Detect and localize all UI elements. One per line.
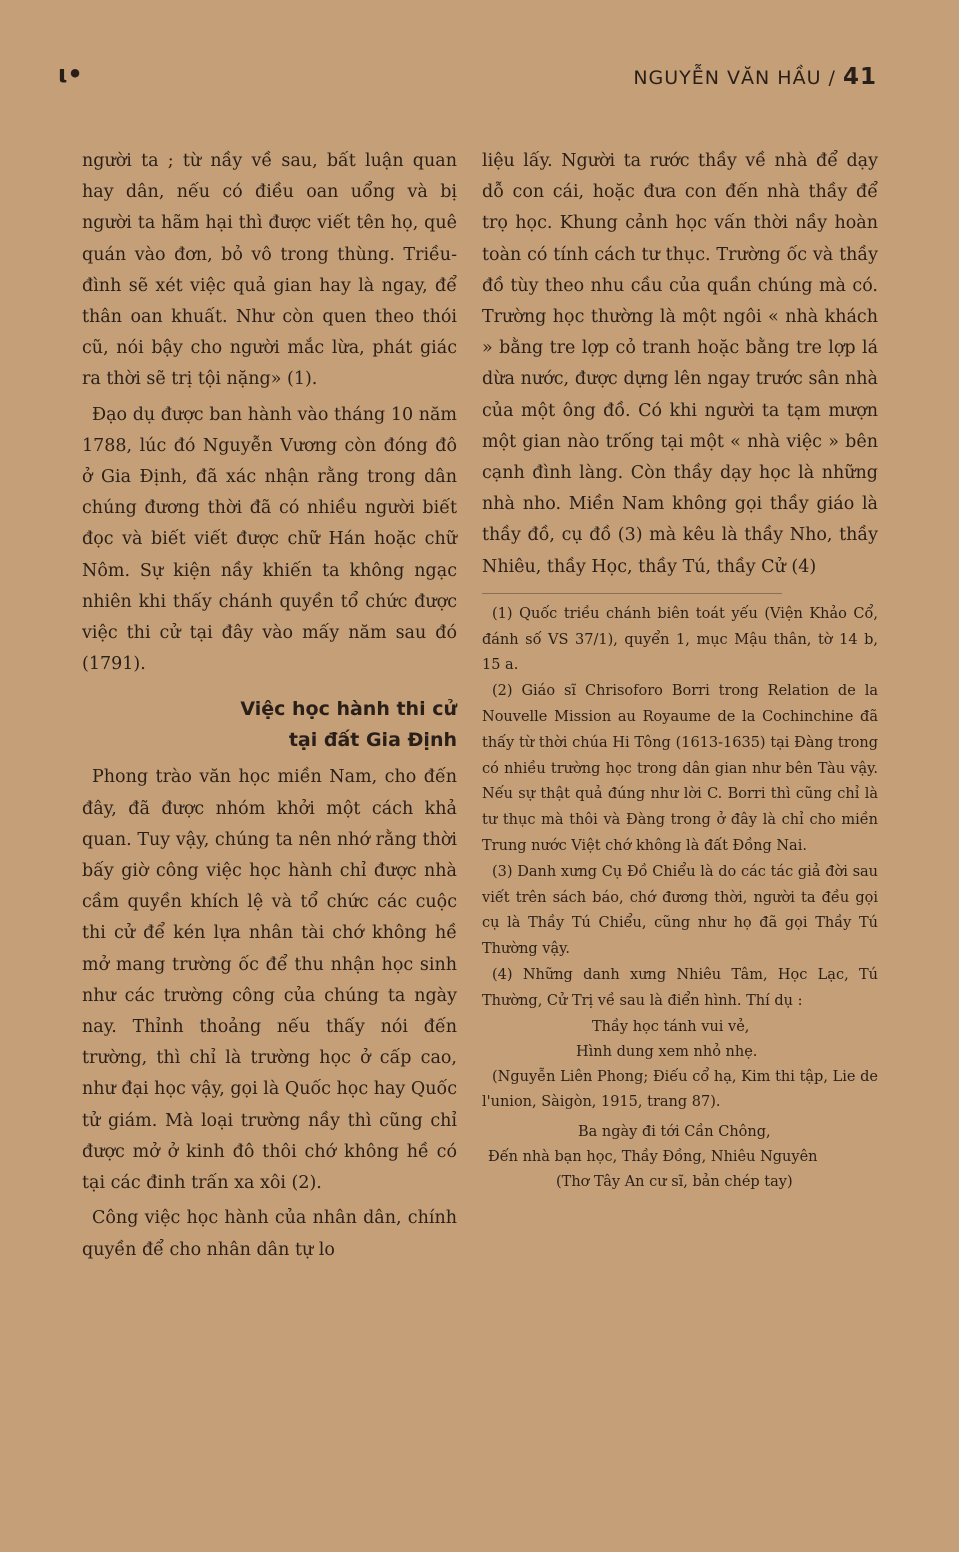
poem-line: Ba ngày đi tới Cần Chông,	[578, 1124, 771, 1141]
poem-quote	[482, 1120, 878, 1195]
running-header	[633, 64, 877, 90]
poem-source: (Thơ Tây An cư sĩ, bản chép tay)	[556, 1174, 793, 1191]
section-heading	[82, 694, 457, 756]
section-heading-line: tại đất Gia Định	[288, 729, 457, 752]
paragraph: Đạo dụ được ban hành vào tháng 10 năm 1788, lúc đó Nguyễn Vương còn đóng đô ở Gia Định, đã xác nhận rằng trong dân chúng đương thời đã có nhiều người biết đọc và biết viết được chữ Hán hoặc chữ Nôm. Sự kiện nầy khiến ta không ngạc nhiên khi thấy chánh quyền tổ chức được việc thi cử tại đây vào mấy năm sau đó (1791).	[82, 404, 457, 675]
paragraph: Phong trào văn học miền Nam, cho đến đây, đã được nhóm khởi một cách khả quan. Tuy vậy, chúng ta nên nhớ rằng thời bấy giờ công việc học hành chỉ được nhà cầm quyền khích lệ và tổ chức các cuộc thi cử để kén lựa nhân tài chớ không hề mở mang trường ốc để thu nhận học sinh như các trường công của chúng ta ngày nay. Thỉnh thoảng nếu thấy nói đến trường, thì chỉ là trường học ở cấp cao, như đại học vậy, gọi là Quốc học hay Quốc tử giám. Mà loại trường nầy thì cũng chỉ được mở ở kinh đô thôi chớ không hề có tại các đinh trấn xa xôi (2).	[82, 767, 457, 1194]
footnote: (4) Những danh xưng Nhiêu Tâm, Học Lạc, Tú Thường, Cử Trị về sau là điển hình. Thí dụ :	[482, 967, 878, 1009]
paragraph: người ta ; từ nầy về sau, bất luận quan hay dân, nếu có điều oan uổng và bị người ta hãm hại thì được viết tên họ, quê quán vào đơn, bỏ vô trong thùng. Triều-đình sẽ xét việc quả gian hay là ngay, để thân oan khuất. Như còn quen theo thói cũ, nói bậy cho người mắc lừa, phát giác ra thời sẽ trị tội nặng» (1).	[82, 151, 457, 390]
poem-line: Thầy học tánh vui vẻ,	[592, 1018, 750, 1035]
poem-line: Đến nhà bạn học, Thầy Đồng, Nhiêu Nguyên	[488, 1149, 818, 1166]
corner-mark: ι•	[58, 60, 83, 88]
section-heading-line: Việc học hành thi cử	[240, 698, 457, 721]
left-column	[82, 146, 457, 1266]
footnote: (1) Quốc triều chánh biên toát yếu (Viện Khảo Cổ, đánh số VS 37/1), quyển 1, mục Mậu thân, tờ 14 b, 15 a.	[482, 605, 878, 674]
page-number: 41	[842, 64, 877, 90]
running-title: NGUYỄN VĂN HẦU /	[633, 67, 836, 89]
footnote: (3) Danh xưng Cụ Đồ Chiểu là do các tác giả đời sau viết trên sách báo, chớ đương thời, người ta đều gọi cụ là Thầy Tú Chiểu, cũng như họ đã gọi Thầy Tú Thường vậy.	[482, 863, 878, 958]
paragraph: Công việc học hành của nhân dân, chính quyền để cho nhân dân tự lo	[82, 1208, 457, 1260]
footnote: (2) Giáo sĩ Chrisoforo Borri trong Relation de la Nouvelle Mission au Royaume de la Cochinchine đã thấy từ thời chúa Hi Tông (1613-1635) tại Đàng trong có nhiều trường học trong dân gian như bên Tàu vậy. Nếu sự thật quả đúng như lời C. Borri thì cũng chỉ là tư thục mà thôi và Đàng trong ở đây là chỉ cho miền Trung nước Việt chớ không là đất Đồng Nai.	[482, 683, 878, 855]
paragraph: liệu lấy. Người ta rước thầy về nhà để dạy dỗ con cái, hoặc đưa con đến nhà thầy để trọ học. Khung cảnh học vấn thời nầy hoàn toàn có tính cách tư thục. Trường ốc và thầy đồ tùy theo nhu cầu của quần chúng mà có. Trường học thường là một ngôi « nhà khách » bằng tre lợp cỏ tranh hoặc bằng tre lợp lá dừa nước, được dựng lên ngay trước sân nhà của một ông đồ. Có khi người ta tạm mượn một gian nào trống tại một « nhà việc » bên cạnh đình làng. Còn thầy dạy học là những nhà nho. Miền Nam không gọi thầy giáo là thầy đồ, cụ đồ (3) mà kêu là thầy Nho, thầy Nhiêu, thầy Học, thầy Tú, thầy Cử (4)	[482, 151, 878, 577]
footnote-source: (Nguyễn Liên Phong; Điếu cổ hạ, Kim thi tập, Lie de l'union, Sàigòn, 1915, trang 87).	[482, 1068, 878, 1111]
right-column	[482, 146, 878, 1195]
footnote-divider	[482, 593, 782, 594]
footnotes	[482, 602, 878, 1195]
poem-quote	[482, 1015, 878, 1065]
poem-line: Hình dung xem nhỏ nhẹ.	[576, 1043, 758, 1060]
